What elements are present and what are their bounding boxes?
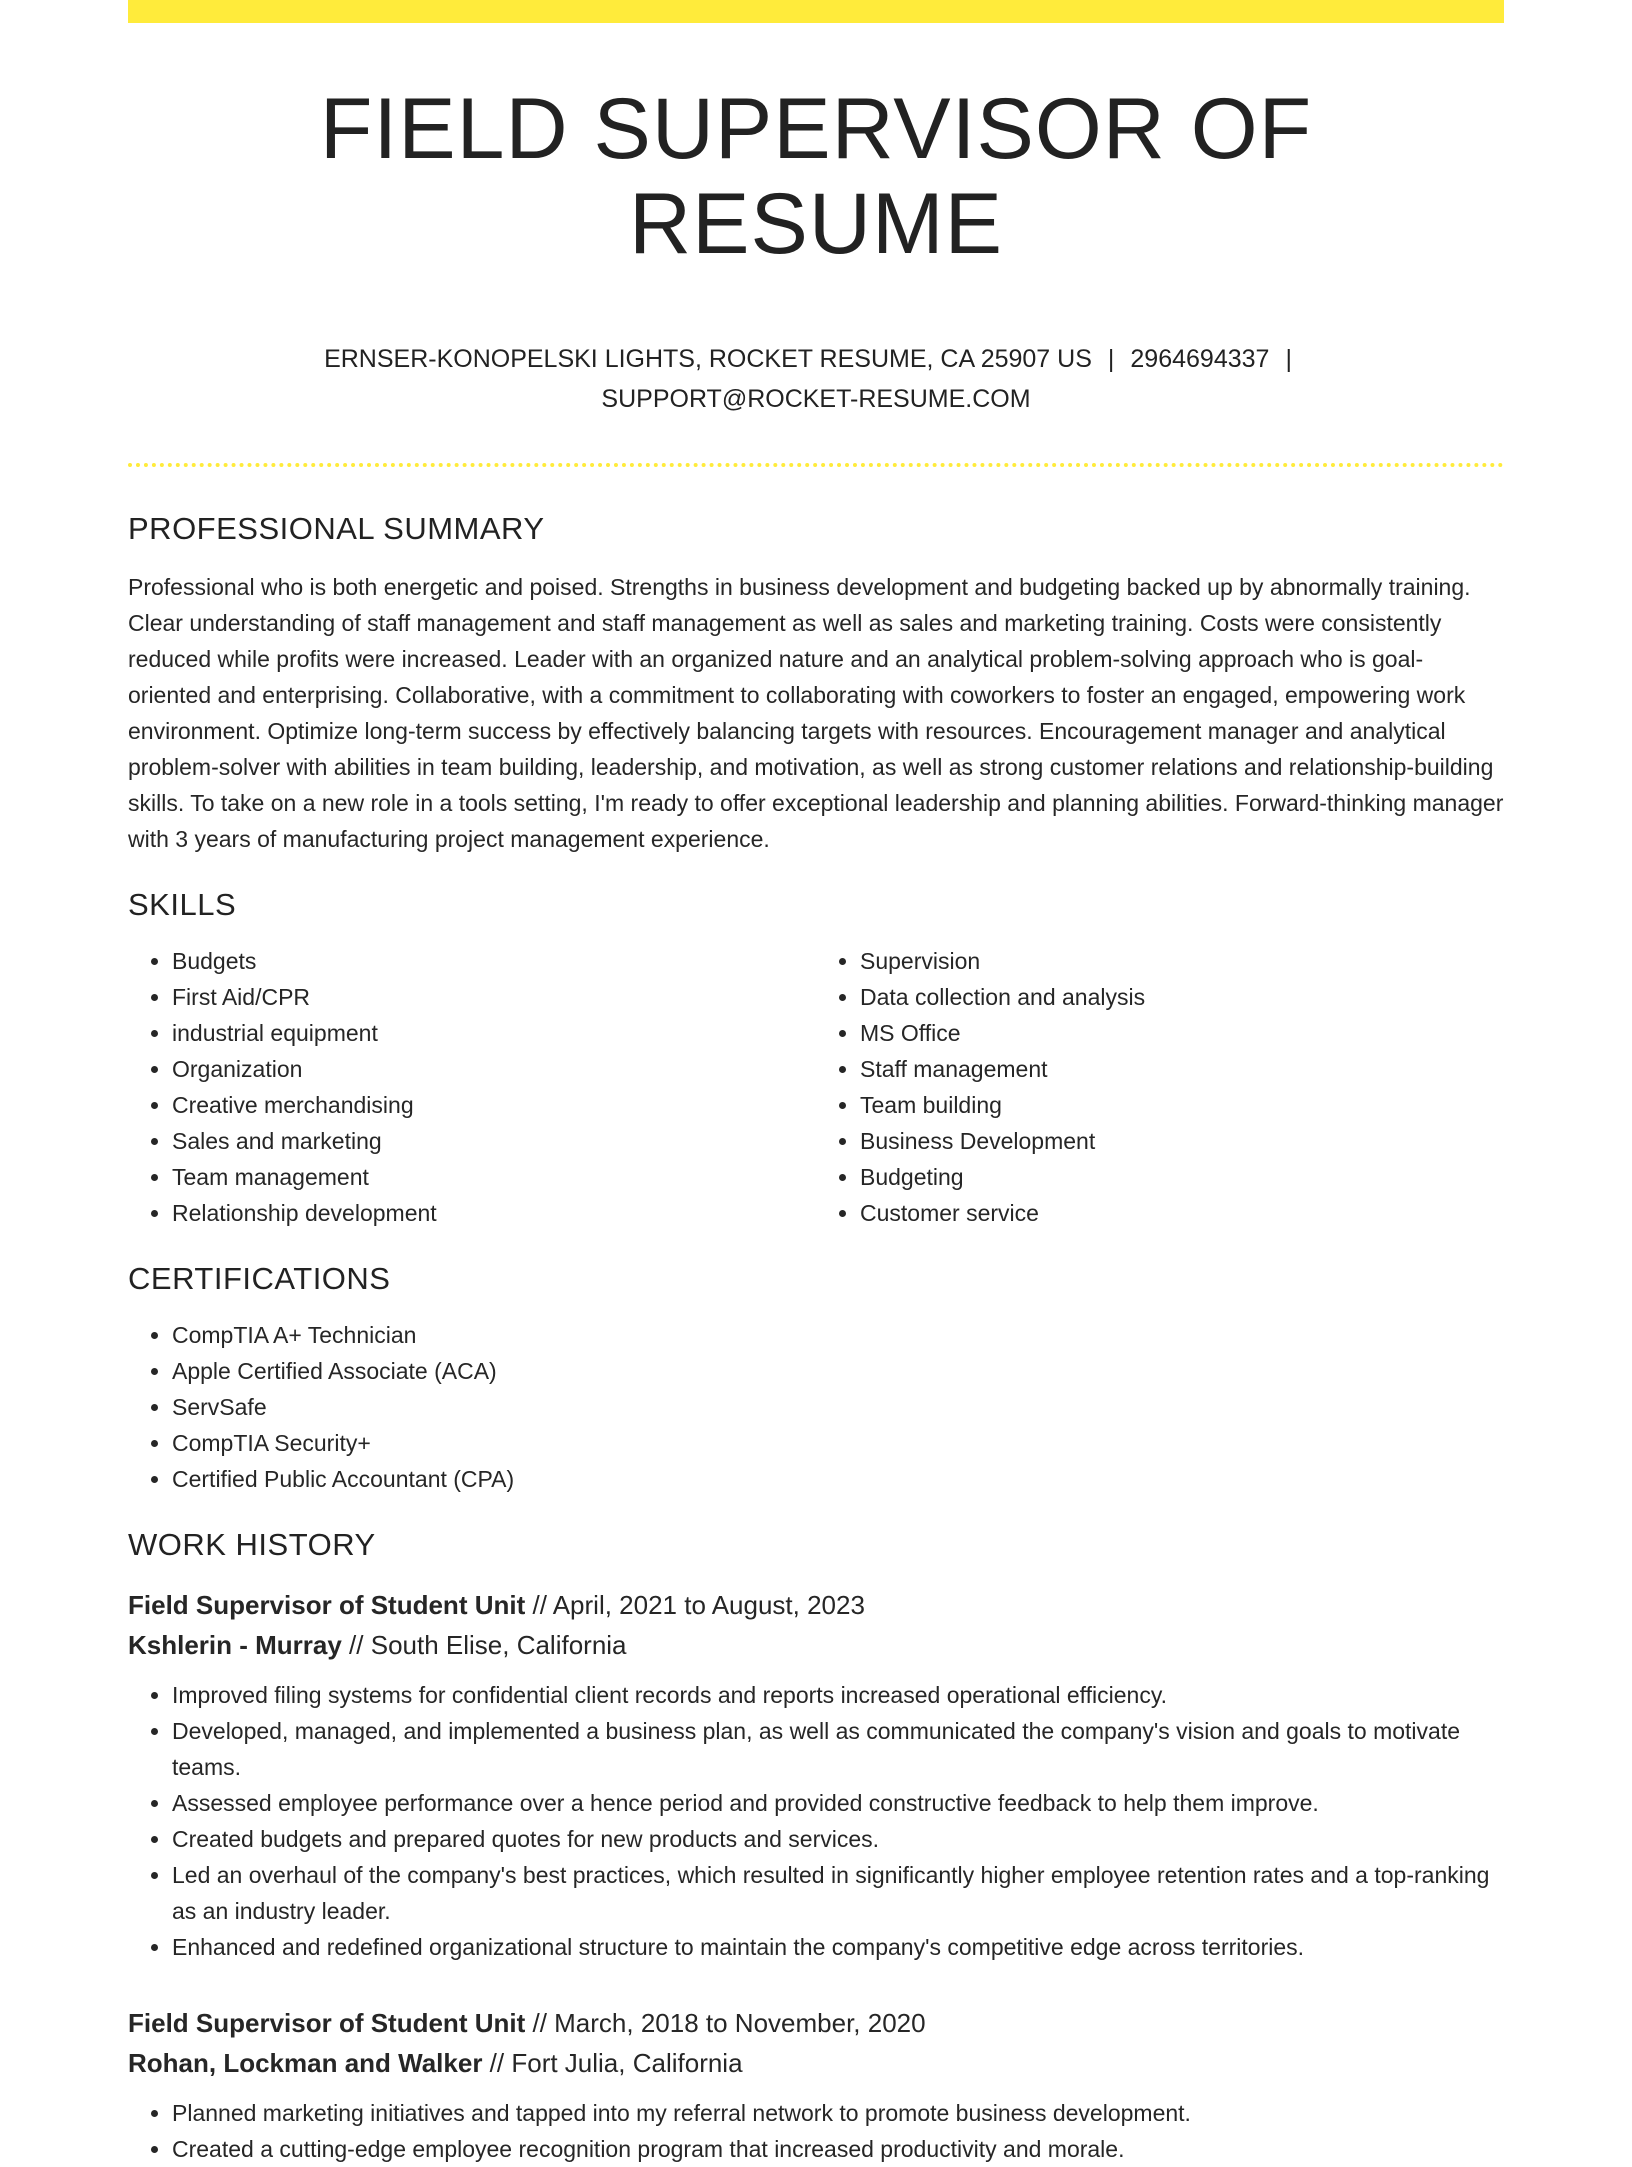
skill-item: • Business Development: [860, 1123, 1504, 1159]
skill-item: • Team management: [172, 1159, 816, 1195]
duty-item: • Planned marketing initiatives and tapped into my referral network to promote business development.: [172, 2095, 1504, 2131]
contact-email: SUPPORT@ROCKET-RESUME.COM: [601, 385, 1031, 414]
job-title-line: [128, 1585, 1504, 1625]
duty-item: • Created a cutting-edge employee recognition program that increased productivity and morale.: [172, 2131, 1504, 2167]
job-title: Field Supervisor of Student Unit: [128, 2008, 526, 2039]
resume-page: [128, 0, 1504, 2167]
skill-item: • Budgets: [172, 943, 816, 979]
duty-item: • Improved filing systems for confidential client records and reports increased operational efficiency.: [172, 1677, 1504, 1713]
work-history-section: [128, 1527, 1504, 2167]
skill-item: • Supervision: [860, 943, 1504, 979]
section-heading: PROFESSIONAL SUMMARY: [128, 511, 545, 547]
job-title-line: [128, 2003, 1504, 2043]
duty-item: • Led an overhaul of the company's best practices, which resulted in significantly higher employee retention rates and a top-ranking as an industry leader.: [172, 1857, 1504, 1929]
resume-title: FIELD SUPERVISOR OF RESUME: [319, 81, 1313, 272]
job-company-line: [128, 1625, 1504, 1665]
job-duties: [128, 1677, 1504, 1965]
certification-item: • Certified Public Accountant (CPA): [172, 1461, 1504, 1497]
skills-right-column: [816, 943, 1504, 1231]
duty-item: • Created budgets and prepared quotes for new products and services.: [172, 1821, 1504, 1857]
certification-item: • Apple Certified Associate (ACA): [172, 1353, 1504, 1389]
skill-item: • Customer service: [860, 1195, 1504, 1231]
top-accent-bar: [128, 0, 1504, 23]
job-company: Kshlerin - Murray: [128, 1630, 342, 1661]
skills-left-column: [128, 943, 816, 1231]
professional-summary-section: [128, 511, 1504, 857]
skills-grid: [128, 943, 1504, 1231]
job-entry: [128, 2003, 1504, 2167]
skill-item: • Team building: [860, 1087, 1504, 1123]
skill-item: • First Aid/CPR: [172, 979, 816, 1015]
job-title: Field Supervisor of Student Unit: [128, 1590, 526, 1621]
skill-item: • Data collection and analysis: [860, 979, 1504, 1015]
contact-address: ERNSER-KONOPELSKI LIGHTS, ROCKET RESUME, CA 25907 US: [324, 345, 1092, 374]
contact-phone: 2964694337: [1130, 345, 1270, 374]
contact-separator: |: [1285, 345, 1292, 374]
section-heading: CERTIFICATIONS: [128, 1261, 391, 1297]
duty-item: • Assessed employee performance over a hence period and provided constructive feedback to help them improve.: [172, 1785, 1504, 1821]
section-heading: WORK HISTORY: [128, 1527, 376, 1563]
contact-separator: |: [1107, 345, 1115, 374]
skill-item: • Relationship development: [172, 1195, 816, 1231]
skill-item: • Organization: [172, 1051, 816, 1087]
job-location: // South Elise, California: [341, 1630, 627, 1661]
contact-info: [128, 339, 1504, 419]
job-duties: [128, 2095, 1504, 2167]
dotted-divider: [128, 463, 1504, 467]
skills-section: [128, 887, 1504, 1231]
job-dates: // March, 2018 to November, 2020: [525, 2008, 926, 2039]
skill-item: • Budgeting: [860, 1159, 1504, 1195]
job-dates: // April, 2021 to August, 2023: [525, 1590, 865, 1621]
skill-item: • MS Office: [860, 1015, 1504, 1051]
job-entry: [128, 1585, 1504, 1965]
skill-item: • Sales and marketing: [172, 1123, 816, 1159]
skill-item: • Creative merchandising: [172, 1087, 816, 1123]
duty-item: • Enhanced and redefined organizational structure to maintain the company's competitive edge across territories.: [172, 1929, 1504, 1965]
certification-item: • ServSafe: [172, 1389, 1504, 1425]
job-location: // Fort Julia, California: [482, 2048, 743, 2079]
certification-item: • CompTIA A+ Technician: [172, 1317, 1504, 1353]
job-company-line: [128, 2043, 1504, 2083]
duty-item: • Developed, managed, and implemented a business plan, as well as communicated the company's vision and goals to motivate teams.: [172, 1713, 1504, 1785]
skill-item: • industrial equipment: [172, 1015, 816, 1051]
section-heading: SKILLS: [128, 887, 237, 923]
job-company: Rohan, Lockman and Walker: [128, 2048, 483, 2079]
summary-text: Professional who is both energetic and poised. Strengths in business development and budgeting backed up by abnormally training. Clear understanding of staff management and staff management as well as sales and marketing training. Costs were consistently reduced while profits were increased. Leader with an organized nature and an analytical problem-solving approach who is goal-oriented and enterprising. Collaborative, with a commitment to collaborating with coworkers to foster an engaged, empowering work environment. Optimize long-term success by effectively balancing targets with resources. Encouragement manager and analytical problem-solver with abilities in team building, leadership, and motivation, as well as strong customer relations and relationship-building skills. To take on a new role in a tools setting, I'm ready to offer exceptional leadership and planning abilities. Forward-thinking manager with 3 years of manufacturing project management experience.: [128, 574, 1504, 853]
certifications-section: [128, 1261, 1504, 1497]
certifications-list: [128, 1317, 1504, 1497]
skill-item: • Staff management: [860, 1051, 1504, 1087]
certification-item: • CompTIA Security+: [172, 1425, 1504, 1461]
